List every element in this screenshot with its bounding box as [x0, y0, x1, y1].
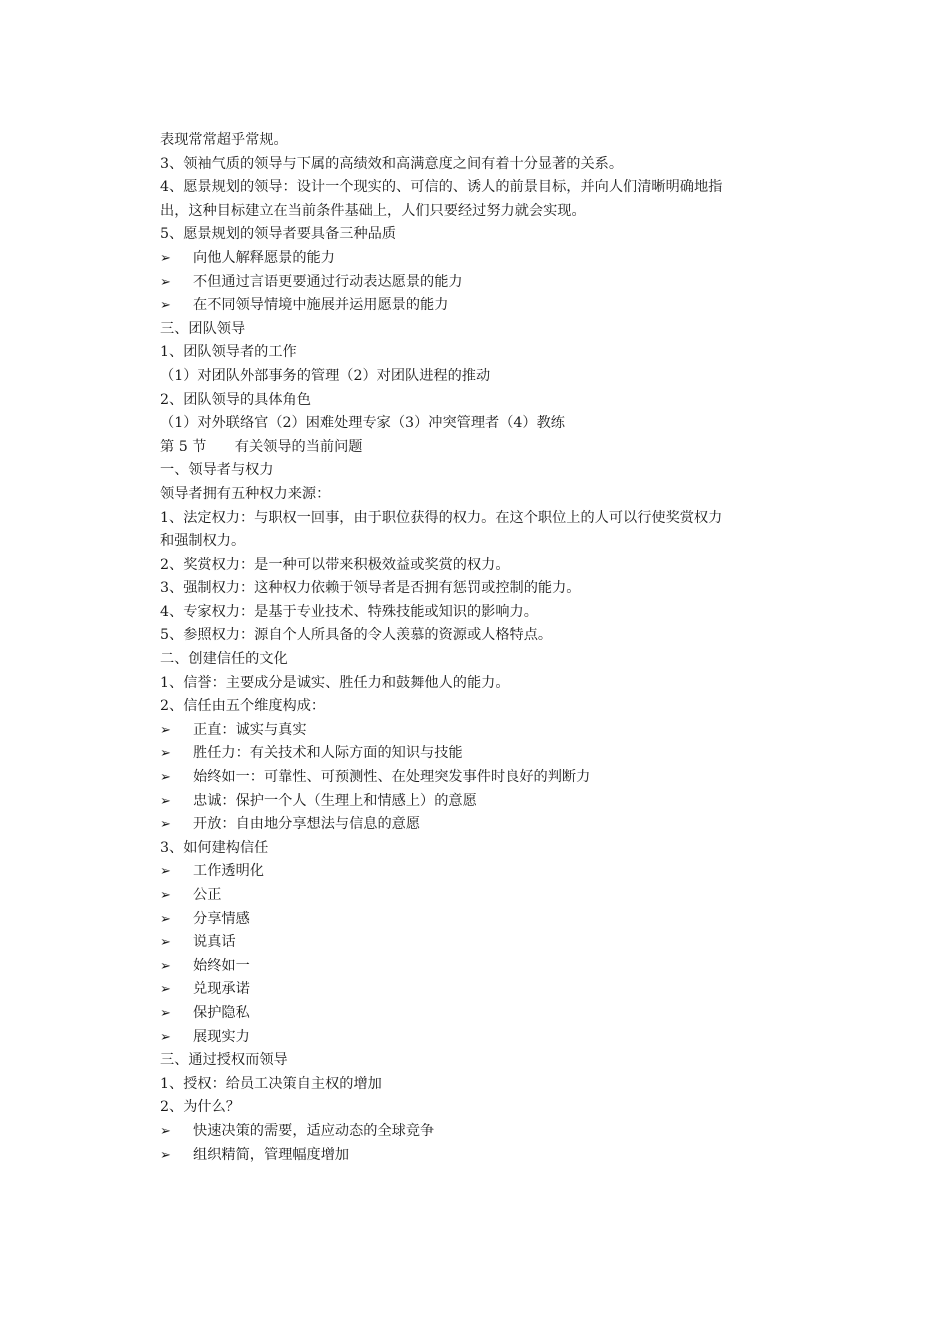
arrow-bullet-icon: ➢ [160, 793, 171, 809]
bullet-item [160, 1002, 800, 1026]
arrow-bullet-icon: ➢ [160, 1005, 171, 1021]
arrow-bullet-icon: ➢ [160, 1123, 171, 1139]
text-line: 领导者拥有五种权力来源： [160, 485, 331, 502]
bullet-text: 公正 [193, 887, 222, 903]
text-line: 5、愿景规划的领导者要具备三种品质 [160, 226, 397, 243]
text-line: 3、领袖气质的领导与下属的高绩效和高满意度之间有着十分显著的关系。 [160, 155, 624, 172]
bullet-item [160, 931, 800, 955]
text-line: （1）对团队外部事务的管理（2）对团队进程的推动 [160, 367, 491, 384]
arrow-bullet-icon: ➢ [160, 958, 171, 974]
bullet-item [160, 955, 800, 979]
bullet-text: 始终如一：可靠性、可预测性、在处理突发事件时良好的判断力 [193, 769, 591, 786]
text-line: 和强制权力。 [160, 533, 246, 550]
arrow-bullet-icon: ➢ [160, 746, 171, 762]
text-line: 4、专家权力：是基于专业技术、特殊技能或知识的影响力。 [160, 603, 538, 620]
text-line: 2、奖赏权力：是一种可以带来积极效益或奖赏的权力。 [160, 556, 510, 573]
bullet-item [160, 790, 800, 814]
bullet-text: 分享情感 [193, 910, 250, 927]
bullet-item [160, 813, 800, 837]
bullet-text: 说真话 [193, 934, 236, 951]
text-line: 1、授权：给员工决策自主权的增加 [160, 1075, 382, 1092]
bullet-text: 忠诚：保护一个人（生理上和情感上）的意愿 [193, 792, 477, 809]
arrow-bullet-icon: ➢ [160, 770, 171, 786]
bullet-item [160, 1026, 800, 1050]
arrow-bullet-icon: ➢ [160, 722, 171, 738]
arrow-bullet-icon: ➢ [160, 298, 171, 314]
bullet-item [160, 860, 800, 884]
bullet-text: 展现实力 [193, 1028, 250, 1045]
arrow-bullet-icon: ➢ [160, 935, 171, 951]
arrow-bullet-icon: ➢ [160, 274, 171, 290]
document-body [160, 129, 800, 1167]
text-line: 5、参照权力：源自个人所具备的令人羡慕的资源或人格特点。 [160, 627, 553, 644]
bullet-item [160, 247, 800, 271]
bullet-item [160, 271, 800, 295]
bullet-text: 向他人解释愿景的能力 [193, 249, 335, 266]
text-line: （1）对外联络官（2）困难处理专家（3）冲突管理者（4）教练 [160, 415, 565, 432]
arrow-bullet-icon: ➢ [160, 888, 171, 903]
bullet-text: 保护隐私 [193, 1004, 250, 1021]
text-line: 表现常常超乎常规。 [160, 132, 288, 148]
bullet-text: 胜任力：有关技术和人际方面的知识与技能 [193, 745, 463, 762]
text-line: 3、如何建构信任 [160, 839, 269, 856]
bullet-text: 工作透明化 [193, 863, 264, 880]
text-line: 2、为什么？ [160, 1099, 240, 1116]
text-line: 2、团队领导的具体角色 [160, 391, 311, 408]
bullet-item [160, 884, 800, 908]
text-line: 3、强制权力：这种权力依赖于领导者是否拥有惩罚或控制的能力。 [160, 580, 581, 597]
arrow-bullet-icon: ➢ [160, 250, 171, 266]
arrow-bullet-icon: ➢ [160, 911, 171, 927]
bullet-text: 组织精简，管理幅度增加 [193, 1146, 350, 1163]
bullet-item [160, 742, 800, 766]
bullet-text: 正直：诚实与真实 [193, 721, 307, 738]
arrow-bullet-icon: ➢ [160, 1147, 171, 1163]
bullet-text: 始终如一 [193, 957, 250, 974]
arrow-bullet-icon: ➢ [160, 864, 171, 880]
bullet-text: 快速决策的需要，适应动态的全球竞争 [193, 1122, 435, 1139]
text-line: 一、领导者与权力 [160, 462, 274, 479]
text-line: 1、团队领导者的工作 [160, 344, 297, 361]
text-line: 三、团队领导 [160, 320, 246, 337]
text-line: 1、信誉：主要成分是诚实、胜任力和鼓舞他人的能力。 [160, 674, 510, 691]
bullet-text: 开放：自由地分享想法与信息的意愿 [193, 816, 421, 833]
text-line: 1、法定权力：与职权一回事，由于职位获得的权力。在这个职位上的人可以行使奖赏权力 [160, 509, 723, 526]
bullet-item [160, 978, 800, 1002]
bullet-item [160, 766, 800, 790]
bullet-item [160, 908, 800, 932]
arrow-bullet-icon: ➢ [160, 982, 171, 998]
text-line: 第 5 节 有关领导的当前问题 [160, 438, 363, 455]
bullet-text: 不但通过言语更要通过行动表达愿景的能力 [193, 273, 463, 290]
bullet-item [160, 719, 800, 743]
arrow-bullet-icon: ➢ [160, 1029, 171, 1045]
arrow-bullet-icon: ➢ [160, 817, 171, 833]
bullet-item [160, 1144, 800, 1168]
text-line: 2、信任由五个维度构成： [160, 698, 326, 715]
text-line: 出，这种目标建立在当前条件基础上，人们只要经过努力就会实现。 [160, 202, 586, 219]
text-line: 三、通过授权而领导 [160, 1052, 288, 1069]
bullet-item [160, 294, 800, 318]
text-line: 二、创建信任的文化 [160, 651, 288, 668]
bullet-text: 在不同领导情境中施展并运用愿景的能力 [193, 297, 449, 314]
bullet-text: 兑现承诺 [193, 981, 250, 998]
bullet-item [160, 1120, 800, 1144]
text-line: 4、愿景规划的领导：设计一个现实的、可信的、诱人的前景目标，并向人们清晰明确地指 [160, 179, 723, 196]
